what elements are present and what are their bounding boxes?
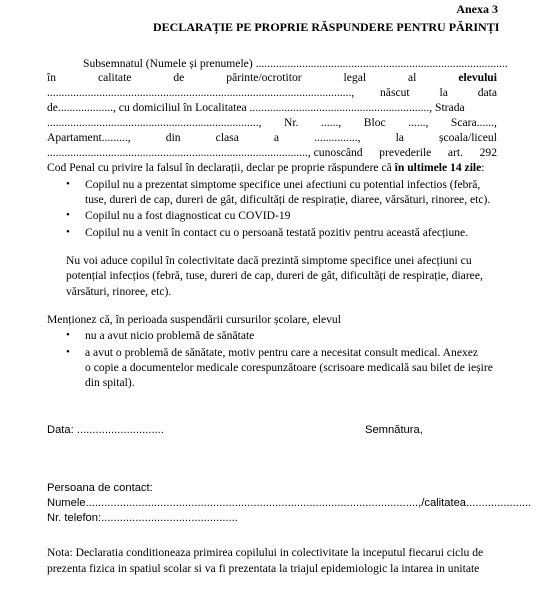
bullet-5-line-1: a avut o problemă de sănătate, motiv pentru care a necesitat consult medical. Anexez <box>85 346 479 359</box>
notice-line-3: vărsături, rinoree, etc). <box>66 285 172 298</box>
note-line-2: prezenta fizica in spatiul scolar si va fi prezentata la triajul epidemiologic la intarea in unitate <box>47 562 480 575</box>
document-title: DECLARAȚIE PE PROPRIE RĂSPUNDERE PENTRU PĂRINȚI <box>153 20 500 34</box>
annex-label: Anexa 3 <box>456 2 498 16</box>
identity-line-born: născut la data <box>380 86 497 99</box>
bullet-5-line-2: o copie a documentelor medicale corespunzătoare (scrisoare medicală sau bilet de ieșire <box>85 361 493 374</box>
last-14-days: în ultimele 14 zile <box>394 161 482 174</box>
bullet-2-line-1: Copilul nu a fost diagnosticat cu COVID-19 <box>85 209 291 222</box>
identity-line-school: Apartament........., din clasa a ..............., la școala/liceul <box>47 131 497 144</box>
declaration-line: Cod Penal cu privire la falsul în declarații, declar pe proprie răspundere că în ultimele 14 zile: <box>47 161 485 174</box>
date-label: Data: ............................ <box>47 424 164 436</box>
contact-heading: Persoana de contact: <box>47 482 153 494</box>
bullet-3-line-1: Copilul nu a venit în contact cu o persoană testată pozitiv pentru această afecțiune. <box>85 226 469 239</box>
identity-line-name: Subsemnatul (Numele și prenumele) ....................................................................................... <box>83 57 508 70</box>
mention-line: Menționez că, în perioada suspendării cursurilor școlare, elevul <box>47 313 341 326</box>
bullet-3-marker: • <box>66 226 70 238</box>
identity-line-street: ........................................................................., Nr. ......, Bloc ......, Scara......, <box>47 116 497 129</box>
contact-name-line: Numele...........................................................................................................,/calitatea..................... <box>47 497 532 509</box>
identity-line-student-dots: ........................................................................................................., <box>47 86 355 99</box>
identity-line-penal: .........................................................................................., cunoscând prevederile art. 292 <box>47 146 497 159</box>
notice-line-1: Nu voi aduce copilul în colectivitate dacă prezintă simptome specifice unei afecțiuni cu <box>66 254 472 267</box>
note-line-1: Nota: Declaratia conditioneaza primirea copilului in colectivitate la inceputul fiecarui ciclu de <box>47 546 484 559</box>
identity-line-capacity: în calitate de părinte/ocrotitor legal al elevului <box>47 71 497 84</box>
contact-phone-line: Nr. telefon:............................................ <box>47 512 238 524</box>
bullet-5-line-3: din spital). <box>85 376 135 389</box>
bullet-1-marker: • <box>66 178 70 190</box>
signature-label: Semnătura, <box>365 424 423 436</box>
identity-line-address: de..................., cu domiciliul în Localitatea .............................................................., Strada <box>47 101 465 114</box>
notice-line-2: potențial infecțios (febră, tuse, dureri de cap, dureri de gât, dificultăți de respirație, diaree, <box>66 269 483 282</box>
bullet-4-line-1: nu a avut nicio problemă de sănătate <box>85 329 255 342</box>
bullet-1-line-2: tuse, dureri de cap, dureri de gât, dificultăți de respirație, diaree, vărsături, rinoree, etc). <box>85 193 491 206</box>
bullet-5-marker: • <box>66 346 70 358</box>
bullet-1-line-1: Copilul nu a prezentat simptome specifice unei afectiuni cu potential infectios (febră, <box>85 178 481 191</box>
bullet-2-marker: • <box>66 209 70 221</box>
student-word: elevului <box>458 71 497 84</box>
bullet-4-marker: • <box>66 329 70 341</box>
